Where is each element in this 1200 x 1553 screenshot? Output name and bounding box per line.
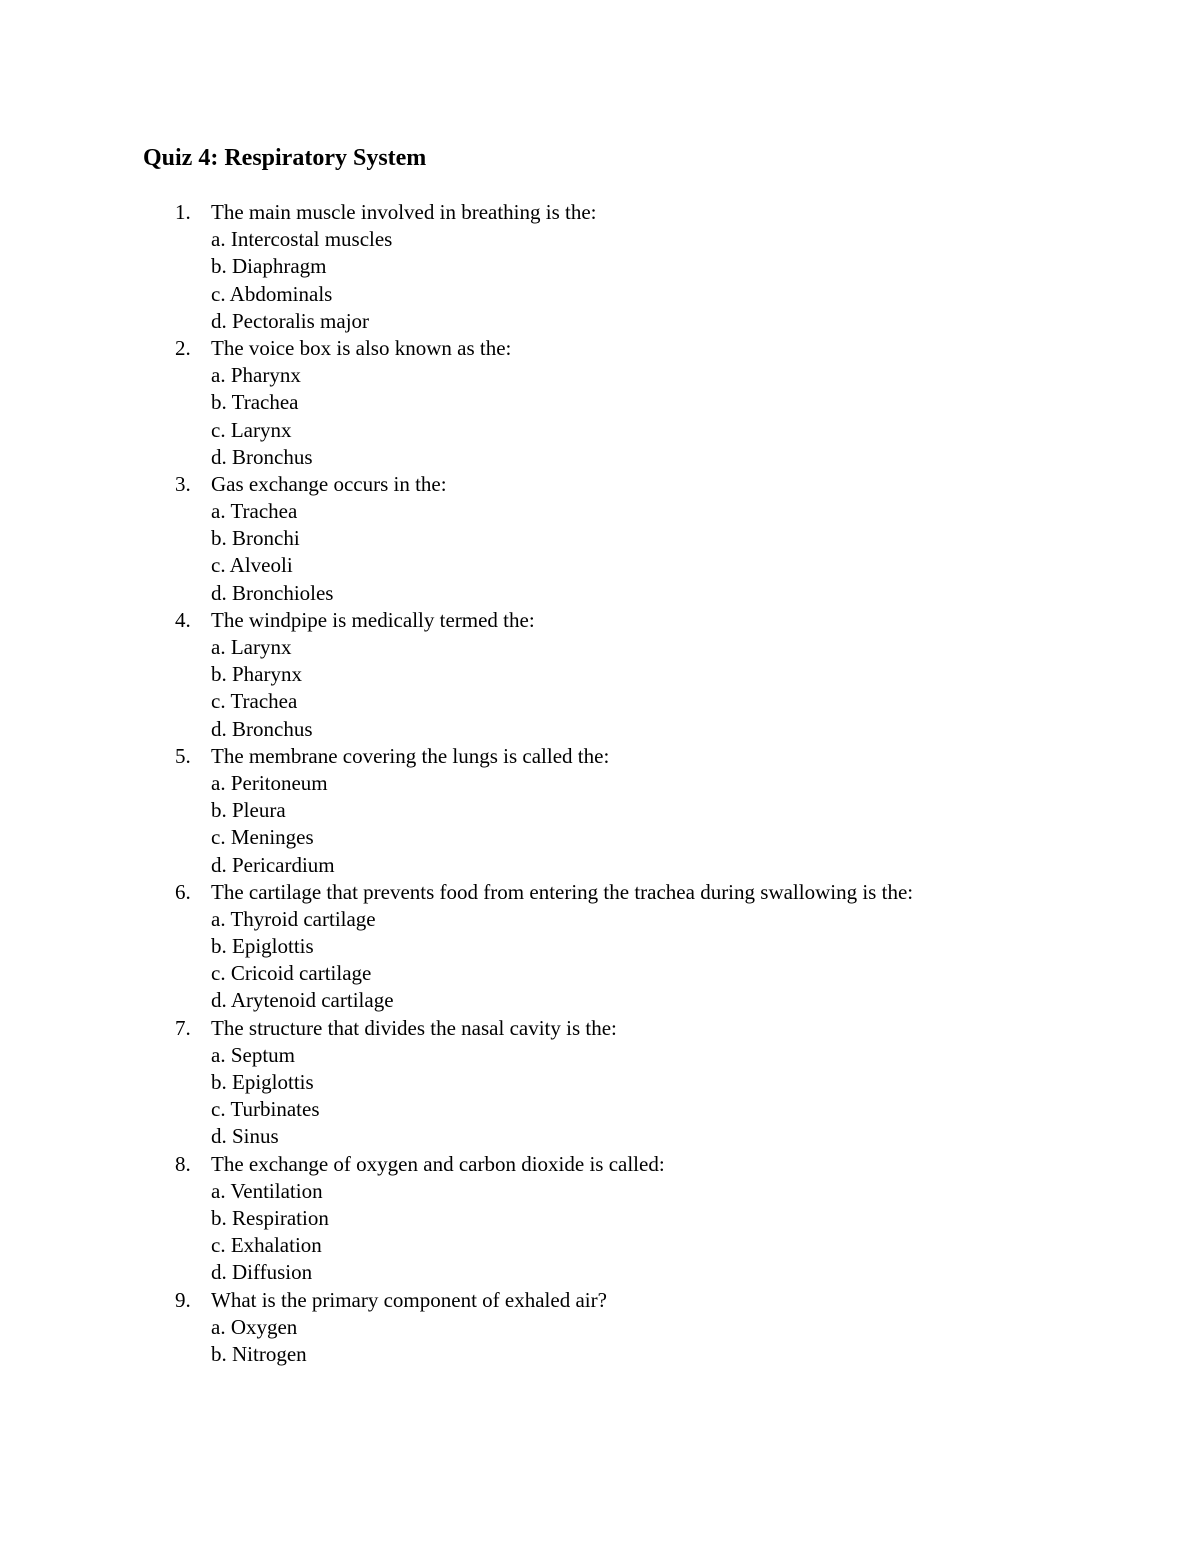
option-item (0, 1259, 1200, 1286)
option-list (0, 1314, 1200, 1368)
option-item (0, 417, 1200, 444)
option-list (0, 1042, 1200, 1151)
question-row (0, 1151, 1200, 1178)
option-item (0, 1178, 1200, 1205)
option-text: b. Diaphragm (211, 254, 327, 279)
option-item (0, 1042, 1200, 1069)
option-item (0, 634, 1200, 661)
option-item (0, 498, 1200, 525)
option-text: b. Pharynx (211, 662, 302, 687)
question-row (0, 1287, 1200, 1314)
question-item (0, 1287, 1200, 1369)
option-item (0, 444, 1200, 471)
question-row (0, 1015, 1200, 1042)
question-number: 1. (175, 200, 191, 224)
question-item (0, 743, 1200, 879)
question-text: The main muscle involved in breathing is the: (211, 200, 597, 224)
option-text: d. Diffusion (211, 1260, 313, 1285)
option-text: b. Epiglottis (211, 934, 314, 959)
question-text: The structure that divides the nasal cavity is the: (211, 1015, 617, 1040)
option-item (0, 308, 1200, 335)
option-text: a. Thyroid cartilage (211, 906, 376, 931)
option-item (0, 1123, 1200, 1150)
option-item (0, 688, 1200, 715)
option-text: a. Intercostal muscles (211, 227, 393, 252)
question-text: The cartilage that prevents food from entering the trachea during swallowing is the: (211, 879, 914, 904)
option-text: c. Turbinates (211, 1097, 320, 1122)
option-item (0, 824, 1200, 851)
option-item (0, 852, 1200, 879)
question-row (0, 607, 1200, 634)
option-text: d. Pectoralis major (211, 308, 370, 333)
question-item (0, 879, 1200, 1015)
question-row (0, 743, 1200, 770)
question-row (0, 471, 1200, 498)
option-item (0, 716, 1200, 743)
question-text: The voice box is also known as the: (211, 335, 512, 360)
question-number: 9. (175, 1287, 191, 1312)
question-number: 3. (175, 471, 191, 496)
option-item (0, 960, 1200, 987)
question-row (0, 879, 1200, 906)
option-list (0, 906, 1200, 1015)
option-text: b. Bronchi (211, 526, 300, 551)
option-item (0, 1096, 1200, 1123)
option-text: d. Bronchus (211, 716, 313, 741)
option-text: c. Abdominals (211, 281, 333, 306)
option-item (0, 281, 1200, 308)
option-item (0, 770, 1200, 797)
question-row (0, 199, 1200, 226)
question-item (0, 471, 1200, 607)
question-text: The membrane covering the lungs is called the: (211, 743, 610, 768)
option-text: d. Arytenoid cartilage (211, 988, 394, 1013)
option-item (0, 253, 1200, 280)
option-text: b. Trachea (211, 390, 299, 415)
document-title: Quiz 4: Respiratory System (143, 145, 427, 171)
question-number: 2. (175, 335, 191, 360)
option-list (0, 362, 1200, 471)
option-item (0, 1314, 1200, 1341)
option-text: c. Cricoid cartilage (211, 961, 372, 986)
question-text: The windpipe is medically termed the: (211, 607, 535, 632)
question-item (0, 1015, 1200, 1151)
option-item (0, 933, 1200, 960)
question-number: 7. (175, 1015, 191, 1040)
option-list (0, 770, 1200, 879)
question-number: 6. (175, 879, 191, 904)
option-text: d. Pericardium (211, 852, 335, 877)
option-text: c. Trachea (211, 689, 298, 714)
option-text: b. Respiration (211, 1205, 329, 1230)
option-text: b. Epiglottis (211, 1070, 314, 1094)
option-text: a. Oxygen (211, 1314, 298, 1339)
option-text: c. Alveoli (211, 553, 293, 578)
option-item (0, 226, 1200, 253)
question-text: The exchange of oxygen and carbon dioxide is called: (211, 1151, 665, 1176)
option-item (0, 552, 1200, 579)
option-text: b. Pleura (211, 798, 286, 823)
question-number: 4. (175, 607, 191, 632)
option-item (0, 1341, 1200, 1368)
question-item (0, 607, 1200, 743)
question-item (0, 335, 1200, 471)
option-text: c. Larynx (211, 417, 292, 442)
question-text: Gas exchange occurs in the: (211, 471, 447, 496)
option-text: d. Bronchus (211, 444, 313, 469)
question-number: 5. (175, 743, 191, 768)
option-text: d. Sinus (211, 1124, 279, 1149)
option-text: c. Meninges (211, 825, 314, 850)
option-list (0, 226, 1200, 335)
option-text: a. Larynx (211, 635, 292, 659)
option-item (0, 1232, 1200, 1259)
option-item (0, 525, 1200, 552)
option-item (0, 389, 1200, 416)
option-text: a. Ventilation (211, 1178, 323, 1203)
option-item (0, 797, 1200, 824)
question-row (0, 335, 1200, 362)
question-item (0, 1151, 1200, 1287)
option-text: a. Trachea (211, 499, 298, 524)
option-item (0, 987, 1200, 1014)
option-text: b. Nitrogen (211, 1341, 307, 1366)
option-list (0, 634, 1200, 743)
question-item (0, 199, 1200, 335)
question-text: What is the primary component of exhaled air? (211, 1287, 607, 1312)
question-number: 8. (175, 1151, 191, 1176)
question-list (0, 199, 1200, 1368)
option-list (0, 1178, 1200, 1287)
option-text: a. Septum (211, 1042, 295, 1067)
option-list (0, 498, 1200, 607)
option-text: d. Bronchioles (211, 580, 334, 605)
option-item (0, 1205, 1200, 1232)
option-text: a. Pharynx (211, 363, 301, 388)
option-item (0, 362, 1200, 389)
option-text: c. Exhalation (211, 1233, 322, 1258)
option-item (0, 580, 1200, 607)
option-item (0, 661, 1200, 688)
option-item (0, 906, 1200, 933)
option-item (0, 1069, 1200, 1096)
option-text: a. Peritoneum (211, 770, 328, 795)
